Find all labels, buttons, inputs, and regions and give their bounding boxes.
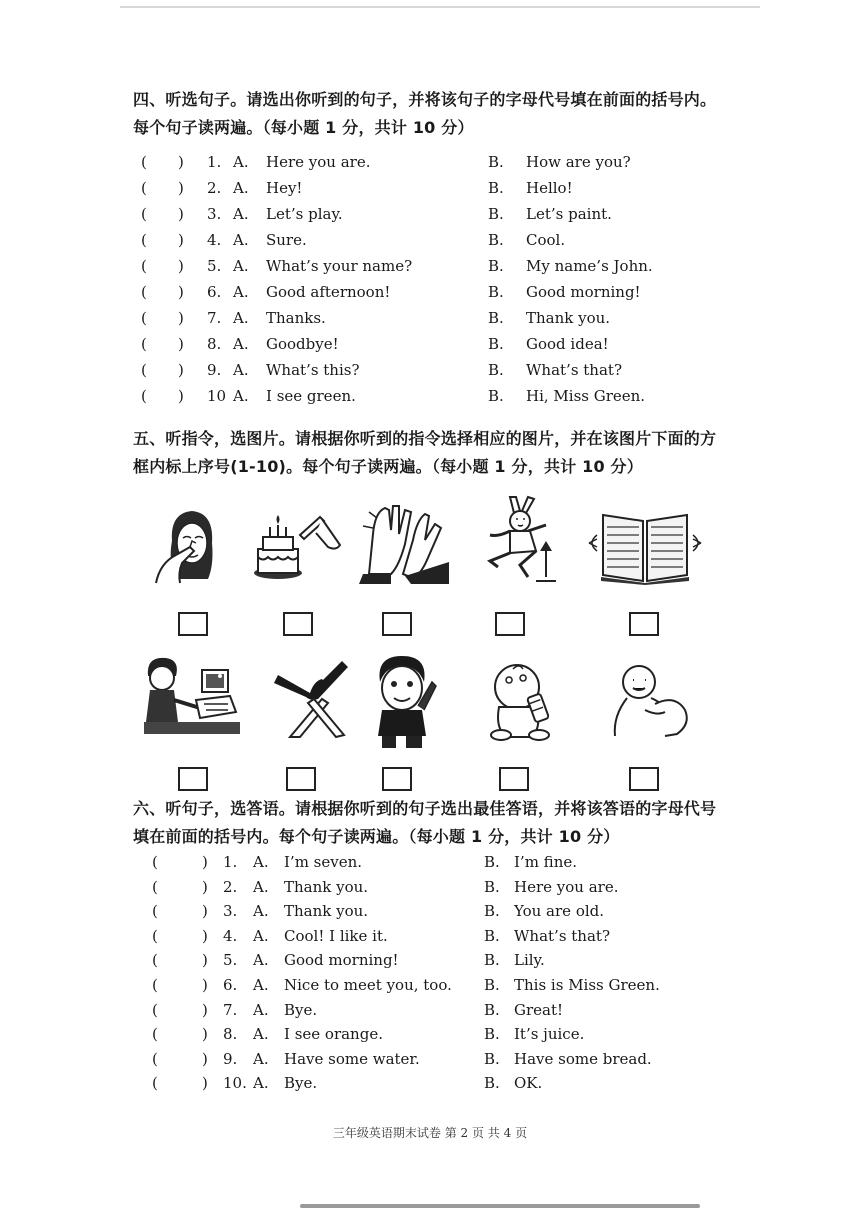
option-a-text: Good morning! <box>284 951 399 970</box>
section6-heading-line1: 六、听句子，选答语。请根据你听到的句子选出最佳答语，并将该答语的字母代号 <box>133 799 717 818</box>
option-a-text: Thank you. <box>284 902 369 921</box>
question-row <box>0 305 860 331</box>
option-b-letter: B. <box>488 179 504 197</box>
question-row <box>0 874 860 900</box>
option-a-letter: A. <box>253 976 269 994</box>
answer-box-8[interactable] <box>382 767 412 791</box>
option-b-text: Let’s paint. <box>526 205 612 223</box>
option-b-letter: B. <box>484 1049 500 1068</box>
option-a-letter: A. <box>233 309 249 327</box>
option-a-text: Thank you. <box>284 877 369 896</box>
option-b-text: Here you are. <box>514 877 619 896</box>
option-b-letter: B. <box>488 231 504 249</box>
option-b-text: Good idea! <box>526 335 609 353</box>
option-a-text: I see orange. <box>284 1025 383 1044</box>
answer-box-6[interactable] <box>178 767 208 791</box>
answer-paren-close: ) <box>178 153 184 171</box>
answer-paren-open[interactable]: ( <box>141 387 147 405</box>
option-b-text: How are you? <box>526 153 631 171</box>
question-row <box>0 175 860 201</box>
question-number: 1. <box>223 853 238 871</box>
answer-paren-close: ) <box>202 1025 208 1044</box>
section4-heading-line1: 四、听选句子。请选出你听到的句子，并将该句子的字母代号填在前面的括号内。 <box>133 90 717 109</box>
option-a-text: Let’s play. <box>266 205 343 223</box>
question-row <box>0 253 860 279</box>
option-a-text: I see green. <box>266 387 356 405</box>
answer-paren-open[interactable]: ( <box>141 309 147 327</box>
option-a-letter: A. <box>233 257 249 275</box>
option-b-letter: B. <box>488 361 504 379</box>
answer-paren-open[interactable]: ( <box>152 902 158 921</box>
option-b-letter: B. <box>488 309 504 327</box>
option-b-letter: B. <box>488 205 504 223</box>
answer-paren-open[interactable]: ( <box>152 951 158 970</box>
answer-paren-open[interactable]: ( <box>141 257 147 275</box>
question-row <box>0 947 860 973</box>
question-number: 6. <box>223 976 238 994</box>
answer-paren-close: ) <box>202 951 208 970</box>
question-row <box>0 227 860 253</box>
option-a-text: Good afternoon! <box>266 283 391 301</box>
question-number: 8. <box>207 335 222 353</box>
option-a-text: Bye. <box>284 1000 318 1019</box>
question-row <box>0 331 860 357</box>
answer-paren-open[interactable]: ( <box>141 361 147 379</box>
section4-heading-line2: 每个句子读两遍。（每小题 1 分，共计 10 分） <box>133 118 474 137</box>
option-b-text: Thank you. <box>526 309 611 327</box>
clapping-hands-picture <box>355 500 450 585</box>
question-number: 8. <box>223 1025 238 1044</box>
option-a-text: I’m seven. <box>284 853 363 871</box>
answer-paren-close: ) <box>202 1000 208 1019</box>
section6-heading-line2: 填在前面的括号内。每个句子读两遍。（每小题 1 分，共计 10 分） <box>133 827 620 846</box>
option-a-letter: A. <box>253 853 269 871</box>
open-book-picture <box>585 505 705 585</box>
jumping-rabbit-picture <box>480 495 560 590</box>
question-row <box>0 849 860 875</box>
option-a-letter: A. <box>253 951 269 970</box>
option-b-letter: B. <box>488 153 504 171</box>
answer-paren-open[interactable]: ( <box>152 1049 158 1068</box>
question-row <box>0 279 860 305</box>
answer-paren-open[interactable]: ( <box>152 1025 158 1044</box>
bird-hand-shadow-picture <box>270 655 355 740</box>
question-number: 10 <box>207 387 227 405</box>
question-number: 2. <box>207 179 222 197</box>
option-a-letter: A. <box>233 153 249 171</box>
boy-with-gun-picture <box>368 652 438 752</box>
option-b-text: Have some bread. <box>514 1049 652 1068</box>
option-b-text: What’s that? <box>514 926 610 945</box>
option-b-letter: B. <box>484 853 500 871</box>
answer-paren-close: ) <box>202 976 208 994</box>
answer-paren-close: ) <box>178 231 184 249</box>
option-a-text: Goodbye! <box>266 335 339 353</box>
option-a-text: Bye. <box>284 1074 318 1093</box>
answer-paren-close: ) <box>178 335 184 353</box>
answer-box-10[interactable] <box>629 767 659 791</box>
answer-paren-close: ) <box>202 853 208 871</box>
answer-paren-close: ) <box>202 902 208 921</box>
question-number: 6. <box>207 283 222 301</box>
question-number: 3. <box>223 902 238 921</box>
question-row <box>0 201 860 227</box>
answer-paren-open[interactable]: ( <box>141 153 147 171</box>
option-b-text: OK. <box>514 1074 543 1093</box>
person-hugging-picture <box>605 660 695 740</box>
question-row <box>0 383 860 409</box>
section5-heading-line2: 框内标上序号(1-10)。每个句子读两遍。（每小题 1 分，共计 10 分） <box>133 457 643 476</box>
answer-paren-close: ) <box>178 205 184 223</box>
option-a-letter: A. <box>253 877 269 896</box>
option-b-text: Hi, Miss Green. <box>526 387 646 405</box>
option-b-text: My name’s John. <box>526 257 653 275</box>
option-a-letter: A. <box>233 387 249 405</box>
answer-paren-close: ) <box>178 283 184 301</box>
option-a-letter: A. <box>233 361 249 379</box>
question-number: 4. <box>207 231 222 249</box>
answer-paren-close: ) <box>178 179 184 197</box>
option-a-letter: A. <box>233 205 249 223</box>
option-a-text: Hey! <box>266 179 303 197</box>
answer-paren-close: ) <box>202 877 208 896</box>
option-a-text: Cool! I like it. <box>284 926 388 945</box>
answer-paren-open[interactable]: ( <box>152 853 158 871</box>
question-row <box>0 1070 860 1096</box>
option-a-text: Thanks. <box>266 309 326 327</box>
question-row <box>0 972 860 998</box>
option-a-text: Nice to meet you, too. <box>284 976 452 994</box>
question-number: 7. <box>223 1000 238 1019</box>
option-a-letter: A. <box>253 1025 269 1044</box>
option-b-text: I’m fine. <box>514 853 577 871</box>
answer-paren-open[interactable]: ( <box>152 877 158 896</box>
option-a-text: Have some water. <box>284 1049 420 1068</box>
answer-paren-open[interactable]: ( <box>141 231 147 249</box>
option-b-letter: B. <box>484 1025 500 1044</box>
answer-paren-open[interactable]: ( <box>152 1074 158 1093</box>
answer-paren-open[interactable]: ( <box>152 976 158 994</box>
option-b-text: You are old. <box>514 902 605 921</box>
option-a-text: What’s your name? <box>266 257 413 275</box>
question-number: 7. <box>207 309 222 327</box>
scan-edge-top <box>120 6 760 8</box>
question-row <box>0 997 860 1023</box>
baby-drinking-picture <box>485 657 570 742</box>
question-number: 5. <box>223 951 238 970</box>
option-b-letter: B. <box>488 335 504 353</box>
option-b-text: Cool. <box>526 231 566 249</box>
option-a-letter: A. <box>233 231 249 249</box>
question-row <box>0 923 860 949</box>
answer-box-2[interactable] <box>283 612 313 636</box>
question-number: 5. <box>207 257 222 275</box>
question-number: 9. <box>223 1049 238 1068</box>
option-b-letter: B. <box>488 283 504 301</box>
option-b-letter: B. <box>484 1074 500 1093</box>
question-number: 10. <box>223 1074 247 1093</box>
option-b-letter: B. <box>484 926 500 945</box>
option-b-letter: B. <box>484 902 500 921</box>
answer-paren-open[interactable]: ( <box>152 926 158 945</box>
answer-box-9[interactable] <box>499 767 529 791</box>
question-number: 4. <box>223 926 238 945</box>
option-b-text: Lily. <box>514 951 545 970</box>
option-a-letter: A. <box>253 926 269 945</box>
girl-touching-nose-picture <box>150 505 230 585</box>
option-a-letter: A. <box>253 1000 269 1019</box>
question-row <box>0 1046 860 1072</box>
answer-box-3[interactable] <box>382 612 412 636</box>
answer-box-1[interactable] <box>178 612 208 636</box>
option-b-letter: B. <box>488 257 504 275</box>
option-b-letter: B. <box>484 1000 500 1019</box>
birthday-cake-picture <box>250 505 345 585</box>
question-number: 9. <box>207 361 222 379</box>
answer-paren-close: ) <box>178 309 184 327</box>
option-a-text: Here you are. <box>266 153 371 171</box>
option-b-letter: B. <box>484 877 500 896</box>
answer-paren-open[interactable]: ( <box>152 1000 158 1019</box>
option-b-text: This is Miss Green. <box>514 976 660 994</box>
question-row <box>0 1021 860 1047</box>
question-row <box>0 898 860 924</box>
boy-with-toys-picture <box>140 652 245 737</box>
answer-paren-close: ) <box>202 1074 208 1093</box>
answer-paren-open[interactable]: ( <box>141 335 147 353</box>
answer-paren-close: ) <box>178 257 184 275</box>
option-b-letter: B. <box>484 976 500 994</box>
question-row <box>0 149 860 175</box>
option-a-letter: A. <box>253 902 269 921</box>
option-b-text: Hello! <box>526 179 573 197</box>
option-b-letter: B. <box>488 387 504 405</box>
answer-paren-close: ) <box>178 387 184 405</box>
answer-box-5[interactable] <box>629 612 659 636</box>
answer-paren-close: ) <box>202 1049 208 1068</box>
answer-paren-open[interactable]: ( <box>141 283 147 301</box>
option-a-letter: A. <box>233 283 249 301</box>
option-b-text: It’s juice. <box>514 1025 585 1044</box>
question-row <box>0 357 860 383</box>
option-a-letter: A. <box>253 1074 269 1093</box>
option-a-text: Sure. <box>266 231 307 249</box>
answer-paren-close: ) <box>178 361 184 379</box>
option-b-letter: B. <box>484 951 500 970</box>
section5-heading-line1: 五、听指令，选图片。请根据你听到的指令选择相应的图片，并在该图片下面的方 <box>133 429 717 448</box>
option-a-text: What’s this? <box>266 361 360 379</box>
answer-paren-open[interactable]: ( <box>141 179 147 197</box>
question-number: 2. <box>223 877 238 896</box>
scan-edge-bottom <box>300 1204 700 1208</box>
option-a-letter: A. <box>233 179 249 197</box>
option-a-letter: A. <box>253 1049 269 1068</box>
option-a-letter: A. <box>233 335 249 353</box>
answer-box-4[interactable] <box>495 612 525 636</box>
option-b-text: Good morning! <box>526 283 641 301</box>
page-footer: 三年级英语期末试卷 第 2 页 共 4 页 <box>332 1126 528 1140</box>
answer-paren-close: ) <box>202 926 208 945</box>
answer-paren-open[interactable]: ( <box>141 205 147 223</box>
option-b-text: Great! <box>514 1000 564 1019</box>
option-b-text: What’s that? <box>526 361 622 379</box>
answer-box-7[interactable] <box>286 767 316 791</box>
question-number: 3. <box>207 205 222 223</box>
question-number: 1. <box>207 153 222 171</box>
